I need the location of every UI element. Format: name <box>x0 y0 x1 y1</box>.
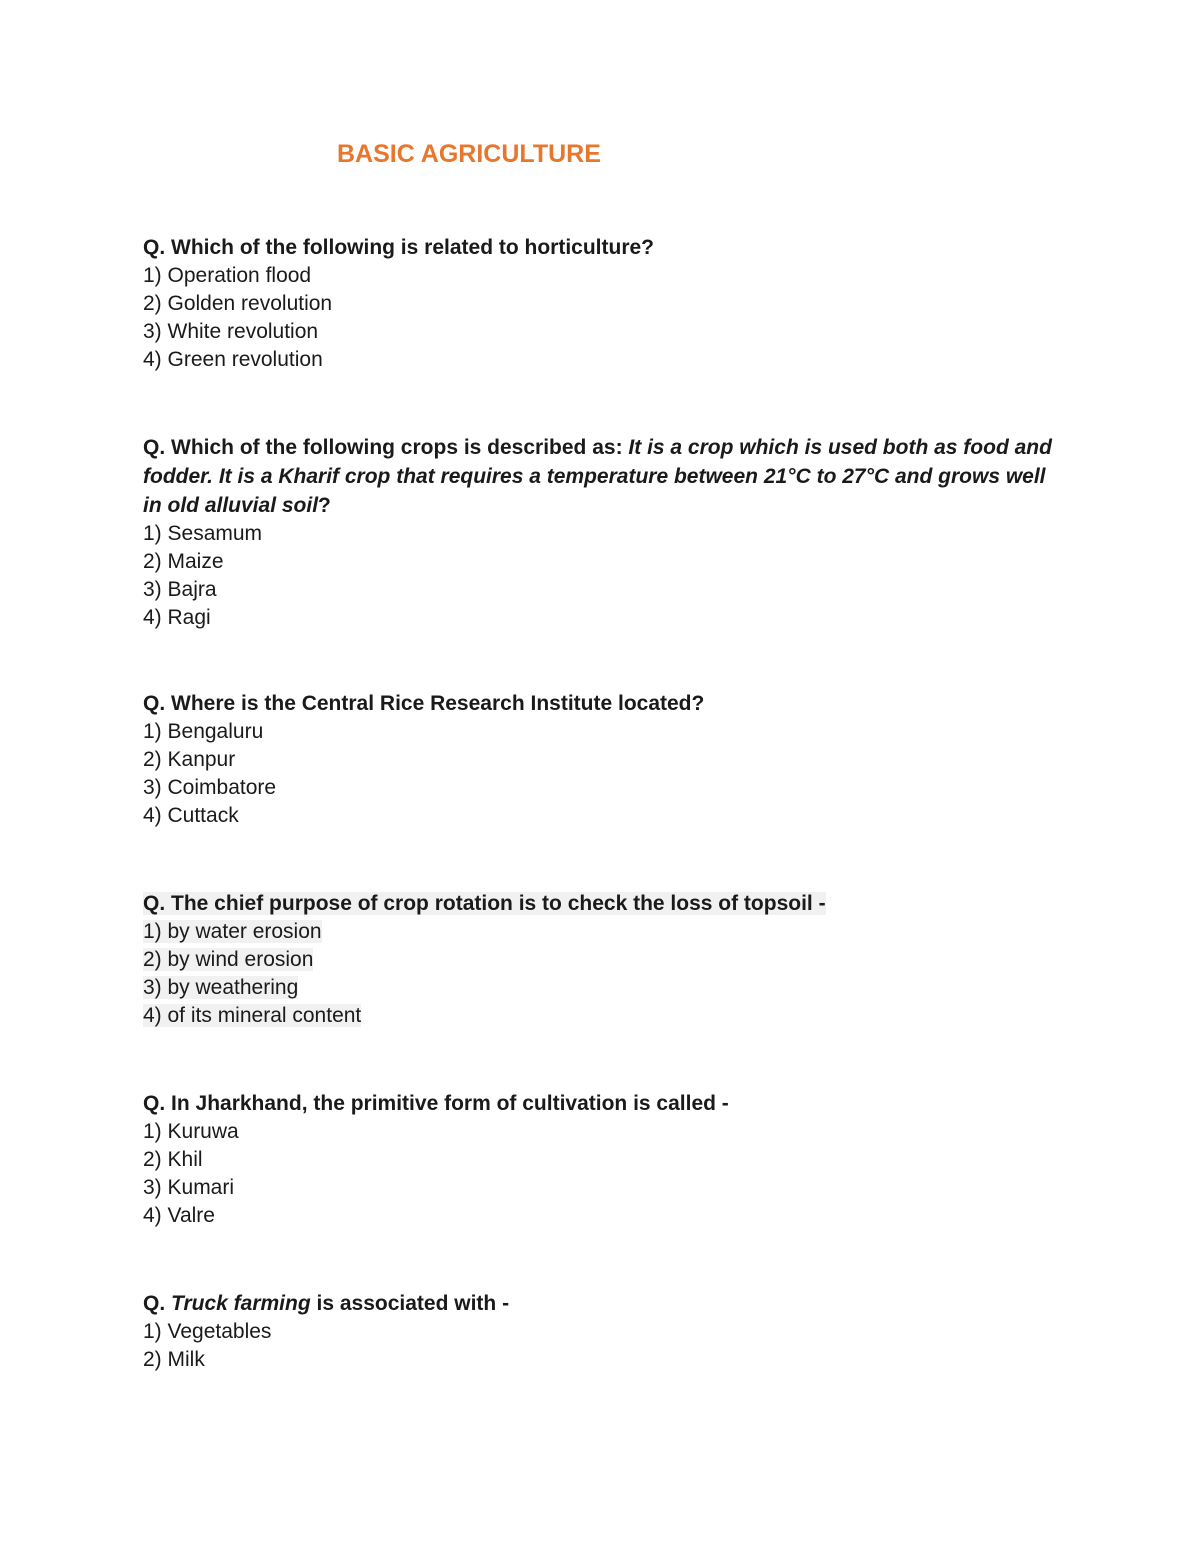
option-item: 2) Khil <box>143 1148 203 1171</box>
question-body: Which of the following is related to horticulture? <box>171 236 655 259</box>
option-item: 3) Coimbatore <box>143 776 277 799</box>
question-body: Which of the following crops is described as: <box>171 436 629 459</box>
question-block <box>143 889 1063 1030</box>
question-block <box>143 433 1063 632</box>
question-prefix: Q. <box>143 892 172 915</box>
option-item: 2) Golden revolution <box>143 292 333 315</box>
question-italic-body: Truck farming <box>171 1292 311 1315</box>
option-item: 1) Vegetables <box>143 1320 272 1343</box>
options-list <box>143 918 1063 1030</box>
option-item: 2) Kanpur <box>143 748 236 771</box>
question-prefix: Q. <box>143 1092 172 1115</box>
option-item: 1) Kuruwa <box>143 1120 239 1143</box>
options-list <box>143 718 1063 830</box>
option-item: 4) Valre <box>143 1204 215 1227</box>
option-item: 1) Sesamum <box>143 522 263 545</box>
document-title: BASIC AGRICULTURE <box>337 140 601 168</box>
options-list <box>143 1318 1063 1374</box>
question-body: Where is the Central Rice Research Institute located? <box>171 692 705 715</box>
option-item: 2) Milk <box>143 1348 205 1371</box>
question-text <box>143 689 1063 718</box>
question-block <box>143 689 1063 830</box>
question-body: The chief purpose of crop rotation is to check the loss of topsoil - <box>171 892 826 915</box>
option-item: 3) Kumari <box>143 1176 235 1199</box>
options-list <box>143 262 1063 374</box>
question-text <box>143 1289 1063 1318</box>
question-end: ? <box>318 494 331 517</box>
question-prefix: Q. <box>143 692 172 715</box>
question-text <box>143 433 1063 520</box>
option-item: 2) Maize <box>143 550 224 573</box>
option-item: 3) by weathering <box>143 976 299 999</box>
option-item: 4) Green revolution <box>143 348 323 371</box>
question-end: is associated with - <box>310 1292 510 1315</box>
option-item: 3) White revolution <box>143 320 319 343</box>
question-body: In Jharkhand, the primitive form of cultivation is called - <box>171 1092 729 1115</box>
options-list <box>143 520 1063 632</box>
option-item: 4) of its mineral content <box>143 1004 362 1027</box>
question-block <box>143 1089 1063 1230</box>
option-item: 4) Cuttack <box>143 804 239 827</box>
question-text <box>143 889 1063 918</box>
options-list <box>143 1118 1063 1230</box>
question-text <box>143 1089 1063 1118</box>
question-prefix: Q. <box>143 1292 172 1315</box>
option-item: 1) by water erosion <box>143 920 322 943</box>
option-item: 4) Ragi <box>143 606 211 629</box>
option-item: 3) Bajra <box>143 578 217 601</box>
question-prefix: Q. <box>143 236 172 259</box>
question-block <box>143 233 1063 374</box>
option-item: 1) Bengaluru <box>143 720 264 743</box>
question-text <box>143 233 1063 262</box>
option-item: 2) by wind erosion <box>143 948 314 971</box>
question-prefix: Q. <box>143 436 172 459</box>
question-italic-body: It is a crop which is used both as food and fodder. It is a Kharif crop that requires a temperature between 21°C to 27°C and grows well in old alluvial soil <box>143 436 1052 517</box>
question-block <box>143 1289 1063 1374</box>
option-item: 1) Operation flood <box>143 264 312 287</box>
